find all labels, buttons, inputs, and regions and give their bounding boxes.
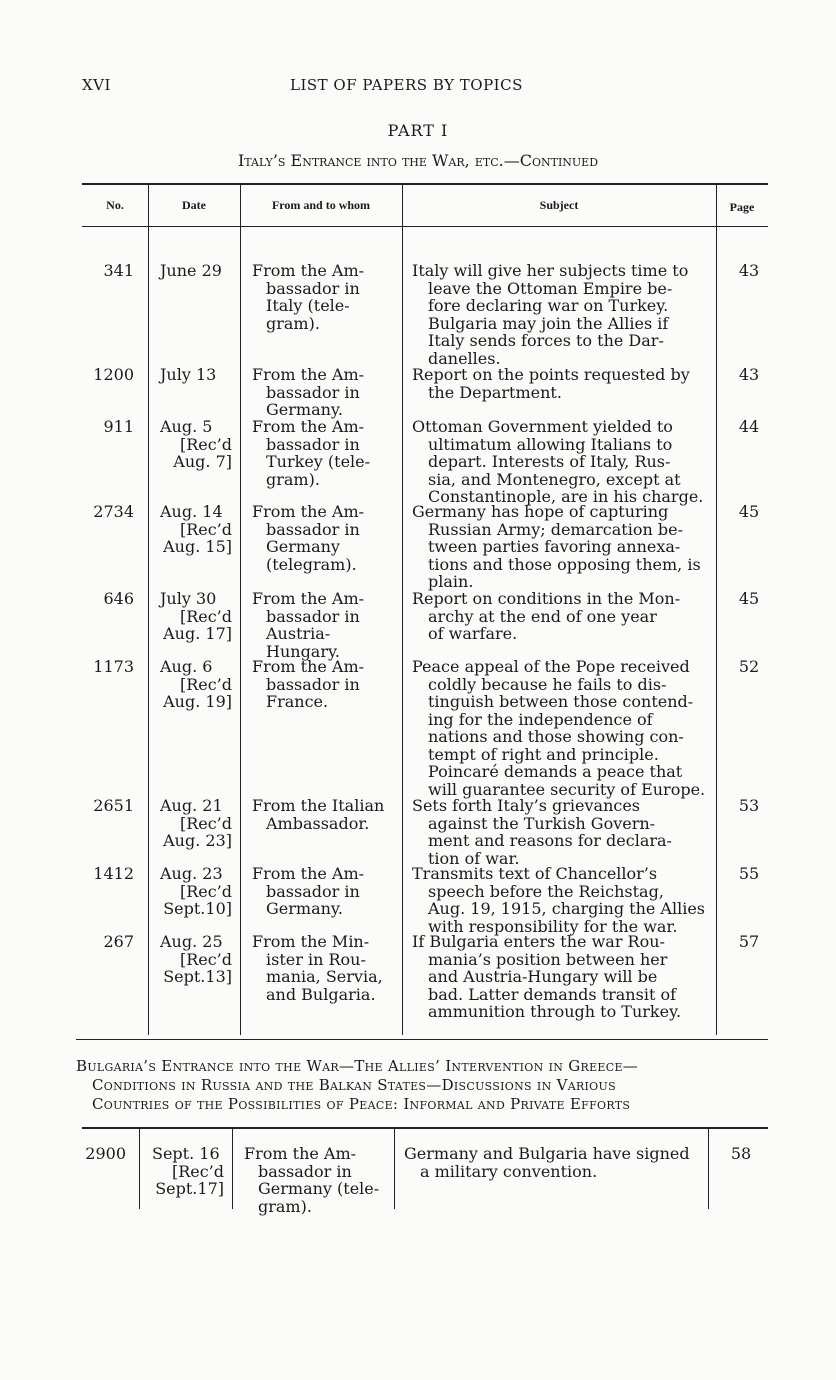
part-title: PART I [387,121,449,140]
date-line: [Rec’d [179,674,232,694]
doc-from [237,1145,387,1215]
doc-from [245,503,395,573]
section2-title-line: Conditions in Russia and the Balkan States—Discussions in Various [92,1076,616,1094]
subject-line: Poincaré demands a peace that [428,762,683,781]
doc-number: 2734 [93,502,134,521]
date-line: Sept.13] [163,967,232,986]
doc-date [144,1145,224,1198]
doc-subject [412,418,708,506]
subject-line: with responsibility for the war. [428,916,678,936]
date-line: June 29 [160,261,222,280]
doc-subject [412,590,708,643]
from-line: bassador in [266,606,360,626]
date-line: Aug. 17] [163,624,232,643]
column-header-page: Page [729,200,755,214]
date-line: Aug. 6 [160,657,213,676]
from-line: bassador in [266,674,360,694]
doc-page: 45 [738,502,760,521]
doc-from [245,262,395,332]
date-line: July 30 [160,589,217,608]
column-divider [148,185,149,1035]
subject-line: bad. Latter demands transit of [428,984,677,1004]
column-divider [240,185,241,1035]
subject-line: Russian Army; demarcation be- [428,519,683,539]
doc-date [152,503,232,556]
date-line: Aug. 14 [160,502,223,521]
column-header-from: From and to whom [271,198,371,212]
subject-line: Constantinople, are in his charge. [428,487,704,506]
from-line: bassador in [266,278,360,298]
subject-line: Germany and Bulgaria have signed [404,1144,690,1163]
doc-page: 55 [738,864,760,883]
doc-subject [412,865,708,935]
from-line: From the Am- [252,417,365,436]
date-line: Aug. 23] [163,831,232,850]
from-line: From the Am- [252,657,365,676]
subject-line: mania’s position between her [428,949,668,969]
doc-number: 2651 [93,796,134,815]
from-line: bassador in [266,434,360,454]
date-line: Aug. 23 [160,864,223,883]
doc-from [245,366,395,419]
from-line: ister in Rou- [266,949,366,969]
doc-from [245,658,395,711]
subject-line: leave the Ottoman Empire be- [428,278,673,298]
from-line: bassador in [266,382,360,402]
doc-number: 911 [103,417,134,436]
subject-line: the Department. [428,382,562,402]
date-line: [Rec’d [179,949,232,969]
from-line: bassador in [258,1161,352,1181]
doc-page: 43 [738,261,760,280]
date-line: [Rec’d [179,519,232,539]
from-line: From the Am- [252,502,365,521]
doc-subject [412,658,708,798]
subject-line: Aug. 19, 1915, charging the Allies [428,899,706,918]
doc-page: 44 [738,417,760,436]
doc-from [245,590,395,660]
subject-line: against the Turkish Govern- [428,813,656,833]
subject-line: Bulgaria may join the Allies if [428,313,669,333]
doc-date [152,590,232,643]
from-line: gram). [266,313,320,333]
doc-subject [412,933,708,1021]
date-line: [Rec’d [179,881,232,901]
subject-line: ment and reasons for declara- [428,831,672,850]
from-line: From the Am- [252,261,365,280]
from-line: Germany (tele- [258,1179,380,1198]
section2-title-line: Bulgaria’s Entrance into the War—The Allies’ Intervention in Greece— [76,1057,639,1075]
from-line: Turkey (tele- [266,452,371,471]
subject-line: fore declaring war on Turkey. [428,296,669,315]
doc-from [245,797,395,832]
subject-line: Germany has hope of capturing [412,502,669,521]
doc-page: 43 [738,365,760,384]
from-line: mania, Servia, [266,967,383,986]
column-divider [394,1129,395,1209]
doc-date [152,262,232,280]
date-line: Aug. 7] [173,452,232,471]
date-line: Aug. 15] [163,537,232,556]
subject-line: Peace appeal of the Pope received [412,657,690,676]
date-line: July 13 [160,365,217,384]
section2-title [76,1057,766,1114]
table-bottom-rule [76,1039,768,1040]
doc-number: 341 [103,261,134,280]
subject-line: Report on the points requested by [412,365,690,384]
doc-from [245,418,395,488]
doc-date [152,865,232,918]
doc-from [245,865,395,918]
column-header-subject: Subject [539,198,579,212]
from-line: Germany. [266,400,343,419]
date-line: [Rec’d [179,813,232,833]
subject-line: Transmits text of Chancellor’s [412,864,658,883]
from-line: From the Am- [252,864,365,883]
date-line: Sept.17] [155,1179,224,1198]
table-header-rule [82,226,768,227]
column-header-no: No. [106,198,124,212]
subject-line: Italy sends forces to the Dar- [428,331,664,350]
subject-line: Ottoman Government yielded to [412,417,673,436]
doc-date [152,797,232,850]
date-line: [Rec’d [179,606,232,626]
subject-line: and Austria-Hungary will be [428,967,658,986]
column-divider [139,1129,140,1209]
from-line: From the Am- [252,589,365,608]
section2-title-line: Countries of the Possibilities of Peace: Informal and Private Efforts [92,1095,631,1113]
from-line: Germany. [266,899,343,918]
from-line: Germany [266,537,340,556]
from-line: Italy (tele- [266,296,350,315]
page-number: XVI [82,76,111,94]
subject-line: archy at the end of one year [428,606,657,626]
running-title: LIST OF PAPERS BY TOPICS [290,76,523,94]
date-line: Sept. 16 [152,1144,220,1163]
doc-subject [412,366,708,401]
subject-line: a military convention. [420,1161,598,1181]
subject-line: danelles. [428,348,501,368]
doc-number: 1200 [93,365,134,384]
from-line: From the Min- [252,932,370,951]
table-top-rule [82,183,768,185]
doc-date [152,366,232,384]
doc-subject [412,797,708,867]
subject-line: plain. [428,572,474,591]
from-line: Hungary. [266,641,340,661]
from-line: Ambassador. [266,813,370,833]
doc-from [245,933,395,1003]
subject-line: depart. Interests of Italy, Rus- [428,452,671,471]
subject-line: sia, and Montenegro, except at [428,469,681,489]
date-line: Aug. 21 [160,796,223,815]
from-line: France. [266,692,329,711]
from-line: (telegram). [266,554,357,574]
subject-line: tion of war. [428,848,520,868]
column-divider [708,1129,709,1209]
subject-line: Italy will give her subjects time to [412,261,689,280]
from-line: Austria- [266,624,331,643]
subject-line: tinguish between those contend- [428,692,694,711]
date-line: Aug. 5 [160,417,213,436]
section-title: Italy’s Entrance into the War, etc.—Continued [237,151,599,170]
subject-line: tween parties favoring annexa- [428,537,681,556]
from-line: From the Am- [252,365,365,384]
table2-top-rule [82,1127,768,1129]
subject-line: of warfare. [428,624,518,643]
subject-line: tempt of right and principle. [428,744,659,764]
doc-page: 58 [730,1144,752,1163]
subject-line: ing for the independence of [428,709,653,729]
from-line: bassador in [266,519,360,539]
doc-page: 45 [738,589,760,608]
from-line: From the Am- [244,1144,357,1163]
from-line: gram). [258,1196,312,1216]
doc-subject [404,1145,700,1180]
subject-line: speech before the Reichstag, [428,881,664,901]
column-header-date: Date [182,198,206,212]
subject-line: ammunition through to Turkey. [428,1002,682,1021]
doc-date [152,658,232,711]
date-line: Sept.10] [163,899,232,918]
column-divider [716,185,717,1035]
doc-number: 1173 [93,657,134,676]
doc-page: 53 [738,796,760,815]
column-divider [232,1129,233,1209]
doc-number: 646 [103,589,134,608]
subject-line: nations and those showing con- [428,727,684,746]
doc-page: 57 [738,932,760,951]
doc-number: 267 [103,932,134,951]
subject-line: tions and those opposing them, is [428,554,701,574]
doc-date [152,933,232,986]
doc-page: 52 [738,657,760,676]
column-divider [402,185,403,1035]
doc-subject [412,262,708,367]
doc-date [152,418,232,471]
from-line: From the Italian [252,796,385,815]
doc-number: 2900 [85,1144,126,1163]
date-line: Aug. 19] [163,692,232,711]
subject-line: will guarantee security of Europe. [428,779,706,799]
from-line: and Bulgaria. [266,984,376,1004]
doc-subject [412,503,708,591]
subject-line: Sets forth Italy’s grievances [412,796,641,815]
subject-line: ultimatum allowing Italians to [428,434,673,454]
subject-line: coldly because he fails to dis- [428,674,667,694]
date-line: [Rec’d [179,434,232,454]
doc-number: 1412 [93,864,134,883]
from-line: bassador in [266,881,360,901]
date-line: [Rec’d [171,1161,224,1181]
subject-line: Report on conditions in the Mon- [412,589,681,608]
date-line: Aug. 25 [160,932,223,951]
subject-line: If Bulgaria enters the war Rou- [412,932,665,951]
from-line: gram). [266,469,320,489]
